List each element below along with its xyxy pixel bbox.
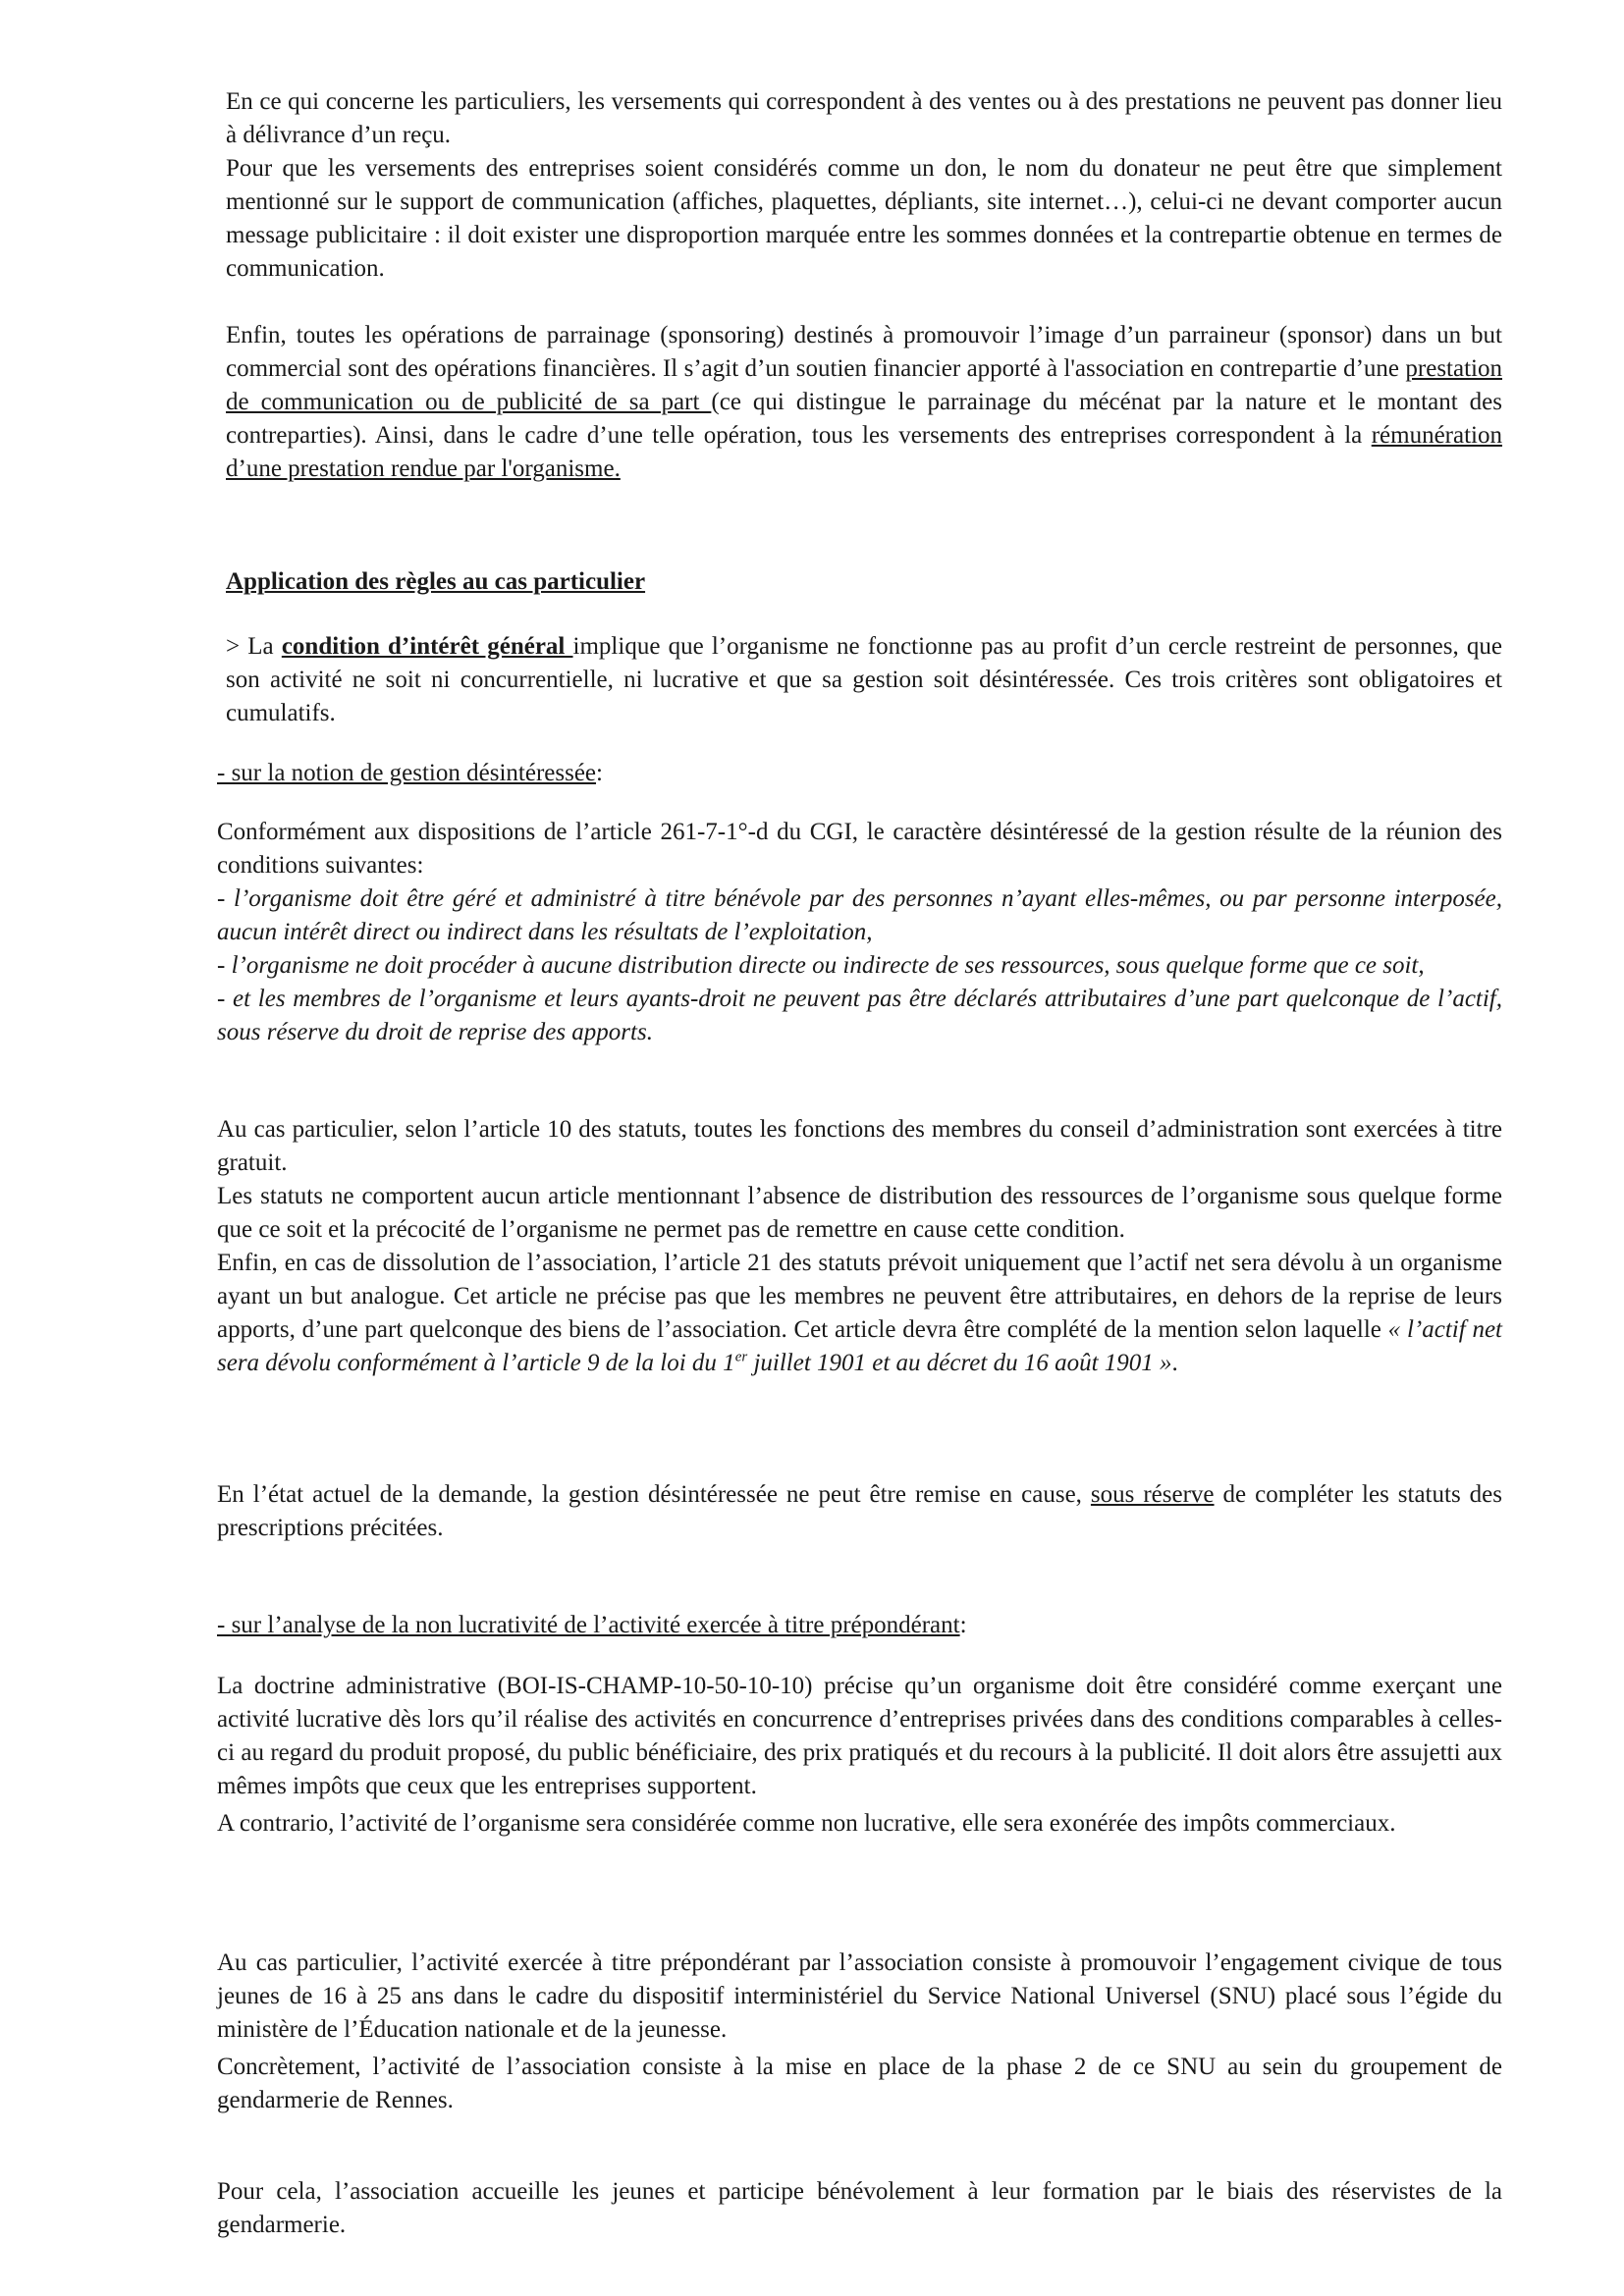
underlined-remuneration-prestation: rémunération d’une prestation rendue par l'organisme.: [226, 422, 1502, 482]
paragraph-activite-snu: Au cas particulier, l’activité exercée à titre prépondérant par l’association consiste à promouvoir l’engagement civique de tous jeunes de 16 à 25 ans dans le cadre du dispositif interministériel du Service National Universel (SNU) placé sous l’égide du ministère de l’Éducation nationale et de la jeunesse. Concrètement, l’activité de l’association consiste à la mise en place de la phase 2 de ce SNU au sein du groupement de gendarmerie de Rennes.: [217, 1949, 1502, 2113]
paragraph-etat-actuel: En l’état actuel de la demande, la gestion désintéressée ne peut être remise en cause, sous réserve de compléter les statuts des prescriptions précitées.: [217, 1481, 1502, 1541]
condition-interet-general: condition d’intérêt général: [281, 633, 573, 660]
subheading-gestion-desinteressee: - sur la notion de gestion désintéressée:: [217, 760, 603, 786]
paragraph-conditions-gestion: Conformément aux dispositions de l’article 261-7-1°-d du CGI, le caractère désintéressé de la gestion résulte de la réunion des conditions suivantes: - l’organisme doit être géré et administré à titre bénévole par des personnes n’ayant elles-mêmes, ou par personne interposée, aucun intérêt direct ou indirect dans les résultats de l’exploitation, - l’organisme ne doit procéder à aucune distribution directe ou indirecte de ses ressources, sous quelque forme que ce soit, - et les membres de l’organisme et leurs ayants-droit ne peuvent pas être déclarés attributaires d’une part quelconque de l’actif, sous réserve du droit de reprise des apports.: [217, 816, 1502, 1049]
paragraph-particuliers: En ce qui concerne les particuliers, les versements qui correspondent à des ventes ou à des prestations ne peuvent pas donner lieu à délivrance d’un reçu.: [226, 88, 1502, 148]
paragraph-interet-general: > La condition d’intérêt général implique que l’organisme ne fonctionne pas au profit d’un cercle restreint de personnes, que son activité ne soit ni concurrentielle, ni lucrative et que sa gestion soit désintéressée. Ces trois critères sont obligatoires et cumulatifs.: [226, 633, 1502, 726]
underlined-prestation-communication: prestation de communication ou de publicité de sa part: [226, 355, 1502, 415]
paragraph-versements-entreprises: Pour que les versements des entreprises soient considérés comme un don, le nom du donateur ne peut être que simplement mentionné sur le support de communication (affiches, plaquettes, dépliants, site internet…), celui-ci ne devant comporter aucun message publicitaire : il doit exister une disproportion marquée entre les sommes données et la contrepartie obtenue en termes de communication.: [226, 155, 1502, 282]
paragraph-formation: Pour cela, l’association accueille les jeunes et participe bénévolement à leur formation par le biais des réservistes de la gendarmerie.: [217, 2178, 1502, 2238]
section-heading: Application des règles au cas particulier: [226, 568, 646, 595]
paragraph-doctrine: La doctrine administrative (BOI-IS-CHAMP-10-50-10-10) précise qu’un organisme doit être considéré comme exerçant une activité lucrative dès lors qu’il réalise des activités en concurrence d’entreprises privées dans des conditions comparables à celles-ci au regard du produit proposé, du public bénéficiaire, des prix pratiqués et du recours à la publicité. Il doit alors être assujetti aux mêmes impôts que ceux que les entreprises supportent. A contrario, l’activité de l’organisme sera considérée comme non lucrative, elle sera exonérée des impôts commerciaux.: [217, 1673, 1502, 1837]
sous-reserve: sous réserve: [1090, 1481, 1215, 1508]
paragraph-statuts: Au cas particulier, selon l’article 10 des statuts, toutes les fonctions des membres du conseil d’administration sont exercées à titre gratuit. Les statuts ne comportent aucun article mentionnant l’absence de distribution des ressources de l’organisme sous quelque forme que ce soit et la précocité de l’organisme ne permet pas de remettre en cause cette condition. Enfin, en cas de dissolution de l’association, l’article 21 des statuts prévoit uniquement que l’actif net sera dévolu à un organisme ayant un but analogue. Cet article ne précise pas que les membres ne peuvent être attributaires, en dehors de la reprise de leurs apports, d’une part quelconque des biens de l’association. Cet article devra être complété de la mention selon laquelle « l’actif net sera dévolu conformément à l’article 9 de la loi du 1er juillet 1901 et au décret du 16 août 1901 ».: [217, 1116, 1502, 1376]
condition-actif: - et les membres de l’organisme et leurs ayants-droit ne peuvent pas être déclarés attributaires d’une part quelconque de l’actif, sous réserve du droit de reprise des apports.: [217, 986, 1502, 1045]
quote-actif-net: « l’actif net sera dévolu conformément à l’article 9 de la loi du 1er juillet 1901 et au décret du 16 août 1901 »: [217, 1316, 1502, 1376]
subheading-non-lucrativite: - sur l’analyse de la non lucrativité de l’activité exercée à titre prépondérant:: [217, 1612, 967, 1638]
condition-distribution: - l’organisme ne doit procéder à aucune distribution directe ou indirecte de ses ressources, sous quelque forme que ce soit,: [217, 952, 1425, 979]
paragraph-parrainage: Enfin, toutes les opérations de parrainage (sponsoring) destinés à promouvoir l’image d’un parraineur (sponsor) dans un but commercial sont des opérations financières. Il s’agit d’un soutien financier apporté à l'association en contrepartie d’une prestation de communication ou de publicité de sa part (ce qui distingue le parrainage du mécénat par la nature et le montant des contreparties). Ainsi, dans le cadre d’une telle opération, tous les versements des entreprises correspondent à la rémunération d’une prestation rendue par l'organisme.: [226, 322, 1502, 482]
condition-benevole: - l’organisme doit être géré et administré à titre bénévole par des personnes n’ayant elles-mêmes, ou par personne interposée, aucun intérêt direct ou indirect dans les résultats de l’exploitation,: [217, 885, 1502, 945]
